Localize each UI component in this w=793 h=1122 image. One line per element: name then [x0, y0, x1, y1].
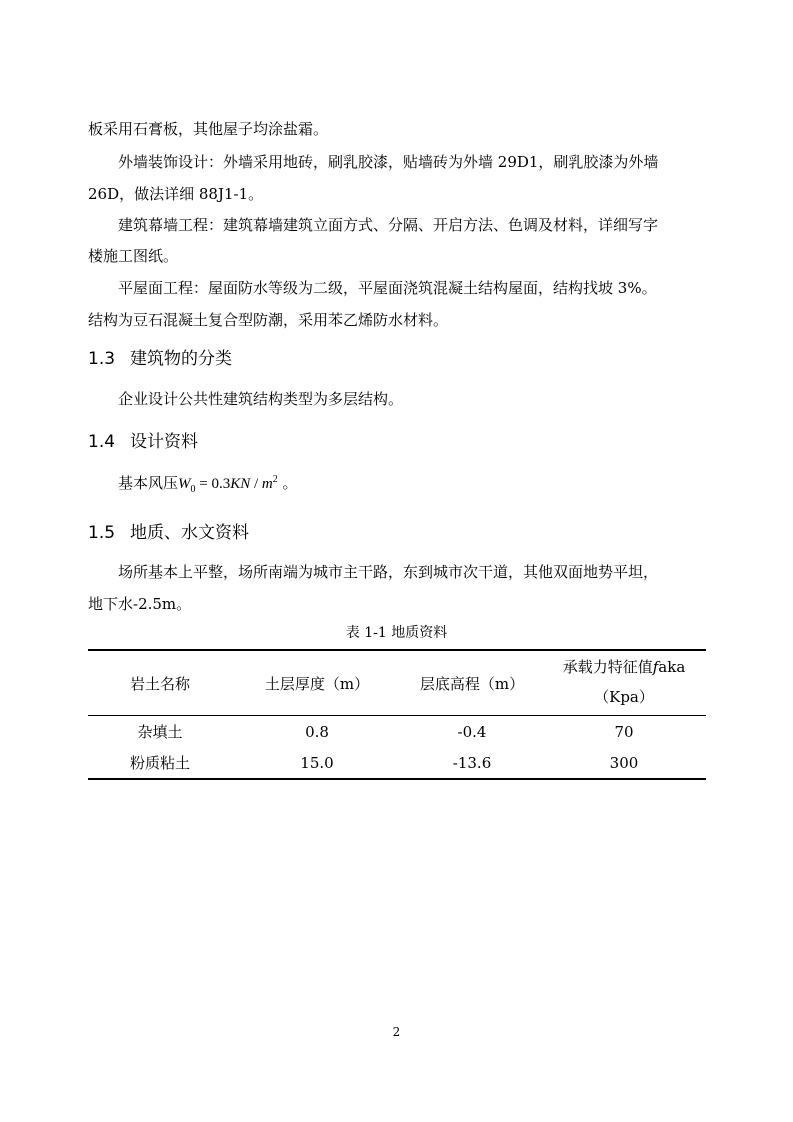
section-number: 1.3 — [88, 349, 116, 369]
paragraph-line: 外墙装饰设计：外墙采用地砖，刷乳胶漆，贴墙砖为外墙 29D1，刷乳胶漆为外墙 — [118, 153, 659, 171]
section-heading-1-5 — [88, 522, 249, 544]
wind-pressure-formula: $W_0 = 0.3KN / m^2$ — [178, 474, 278, 495]
table-cell: -13.6 — [452, 753, 492, 772]
table-row — [88, 716, 706, 748]
paragraph-line: 平屋面工程：屋面防水等级为二级，平屋面浇筑混凝土结构屋面，结构找坡 3%。 — [118, 279, 657, 297]
text-prefix: 基本风压 — [118, 474, 179, 492]
paragraph-line: 场所基本上平整，场所南端为城市主干路，东到城市次干道，其他双面地势平坦， — [118, 563, 659, 581]
section-number: 1.5 — [88, 523, 116, 543]
header-cell: 土层厚度（m） — [264, 674, 370, 693]
table-cell: 70 — [614, 722, 634, 741]
page-number: 2 — [392, 1025, 401, 1039]
table-cell: -0.4 — [457, 722, 487, 741]
table-cell: 粉质粘土 — [129, 754, 190, 772]
paragraph-line: 建筑幕墙工程：建筑幕墙建筑立面方式、分隔、开启方法、色调及材料，详细写字 — [118, 216, 659, 234]
table-row — [88, 747, 706, 779]
paragraph-line: 结构为豆石混凝土复合型防潮，采用苯乙烯防水材料。 — [88, 311, 449, 329]
paragraph-line: 26D，做法详细 88J1-1。 — [88, 185, 264, 203]
section-heading-1-3 — [88, 348, 232, 370]
paragraph-line: 企业设计公共性建筑结构类型为多层结构。 — [118, 390, 404, 408]
header-cell: 层底高程（m） — [419, 674, 525, 693]
paragraph-line: 地下水-2.5m。 — [88, 595, 192, 613]
paragraph-line: 楼施工图纸。 — [88, 247, 179, 265]
section-title: 设计资料 — [130, 432, 198, 452]
header-cell: 岩土名称 — [129, 674, 190, 693]
section-title: 地质、水文资料 — [130, 523, 249, 543]
section-heading-1-4 — [88, 431, 198, 453]
text-suffix: 。 — [277, 474, 298, 492]
table-header-row — [88, 650, 706, 716]
section-number: 1.4 — [88, 432, 116, 452]
table-cell: 0.8 — [305, 722, 329, 741]
header-cell: 承载力特征值faka （Kpa） — [562, 658, 686, 706]
paragraph-line: 板采用石膏板，其他屋子均涂盐霜。 — [88, 120, 329, 138]
geology-table — [88, 649, 706, 780]
wind-pressure-line — [118, 473, 298, 494]
table-cell: 杂填土 — [137, 723, 183, 741]
table-caption: 表 1-1 地质资料 — [345, 625, 448, 641]
table-cell: 300 — [609, 753, 639, 772]
table-cell: 15.0 — [300, 753, 334, 772]
section-title: 建筑物的分类 — [130, 349, 232, 369]
